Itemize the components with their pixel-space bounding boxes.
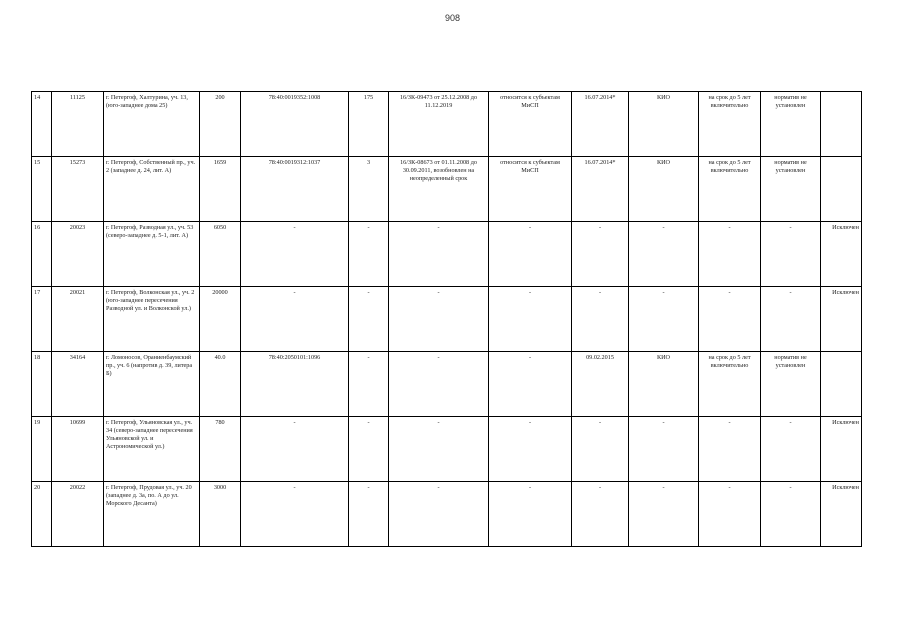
area-cell: 40.0 — [200, 352, 241, 417]
col6-cell: 3 — [349, 157, 389, 222]
term-cell: на срок до 5 лет включительно — [699, 352, 761, 417]
row-number: 18 — [32, 352, 52, 417]
col6-cell: - — [349, 222, 389, 287]
object-id: 34164 — [52, 352, 104, 417]
area-cell: 200 — [200, 92, 241, 157]
contract-cell: 16/ЗК-09473 от 25.12.2008 до 11.12.2019 — [389, 92, 489, 157]
status-cell — [821, 352, 862, 417]
cadastral-number-cell: - — [241, 287, 349, 352]
address-cell: г. Петергоф, Волконская ул., уч. 2 (юго-западнее пересечения Разводной ул. и Волконской ул.) — [104, 287, 200, 352]
object-id: 20023 — [52, 222, 104, 287]
row-number: 19 — [32, 417, 52, 482]
contract-cell: - — [389, 482, 489, 547]
authority-cell: - — [629, 222, 699, 287]
date-cell: - — [572, 417, 629, 482]
authority-cell: КИО — [629, 352, 699, 417]
status-cell: Исключен — [821, 417, 862, 482]
table-row — [32, 287, 862, 352]
area-cell: 3000 — [200, 482, 241, 547]
table-row — [32, 352, 862, 417]
area-cell: 1659 — [200, 157, 241, 222]
contract-cell: 16/ЗК-08673 от 01.11.2008 до 30.09.2011, возобновлен на неопределенный срок — [389, 157, 489, 222]
address-cell: г. Петергоф, Разводная ул., уч. 53 (северо-западнее д. 5-1, лит. А) — [104, 222, 200, 287]
authority-cell: КИО — [629, 157, 699, 222]
address-cell: г. Петергоф, Ульяновская ул., уч. 34 (северо-западнее пересечения Ульяновской ул. и Астрономической ул.) — [104, 417, 200, 482]
authority-cell: - — [629, 417, 699, 482]
smp-status-cell: - — [489, 287, 572, 352]
term-cell: на срок до 5 лет включительно — [699, 92, 761, 157]
smp-status-cell: - — [489, 417, 572, 482]
address-cell: г. Петергоф, Собственный пр., уч. 2 (западнее д. 24, лит. А) — [104, 157, 200, 222]
status-cell: Исключен — [821, 222, 862, 287]
term-cell: - — [699, 417, 761, 482]
object-id: 20022 — [52, 482, 104, 547]
table-row — [32, 157, 862, 222]
col6-cell: 175 — [349, 92, 389, 157]
col6-cell: - — [349, 352, 389, 417]
norm-cell: - — [761, 417, 821, 482]
cadastral-number-cell: - — [241, 417, 349, 482]
cadastral-number-cell: 78:40:2050101:1096 — [241, 352, 349, 417]
row-number: 15 — [32, 157, 52, 222]
norm-cell: - — [761, 482, 821, 547]
page-number: 908 — [444, 13, 461, 23]
date-cell: 16.07.2014* — [572, 92, 629, 157]
address-cell: г. Петергоф, Прудовая ул., уч. 20 (западнее д. 3а, по. А до ул. Морского Десанта) — [104, 482, 200, 547]
norm-cell: - — [761, 287, 821, 352]
status-cell: Исключен — [821, 287, 862, 352]
col6-cell: - — [349, 287, 389, 352]
cadastral-number-cell: - — [241, 482, 349, 547]
address-cell: г. Ломоносов, Ораниенбаумский пр., уч. 6 (напротив д. 39, литера Б) — [104, 352, 200, 417]
term-cell: на срок до 5 лет включительно — [699, 157, 761, 222]
table-row — [32, 417, 862, 482]
norm-cell: норматив не установлен — [761, 157, 821, 222]
area-cell: 6050 — [200, 222, 241, 287]
authority-cell: - — [629, 287, 699, 352]
smp-status-cell: относится к субъектам МиСП — [489, 157, 572, 222]
norm-cell: - — [761, 222, 821, 287]
date-cell: 09.02.2015 — [572, 352, 629, 417]
date-cell: - — [572, 222, 629, 287]
cadastral-number-cell: 78:40:0019352:1008 — [241, 92, 349, 157]
smp-status-cell: - — [489, 352, 572, 417]
contract-cell: - — [389, 352, 489, 417]
area-cell: 20000 — [200, 287, 241, 352]
cadastral-number-cell: 78:40:0019312:1037 — [241, 157, 349, 222]
col6-cell: - — [349, 417, 389, 482]
contract-cell: - — [389, 222, 489, 287]
smp-status-cell: - — [489, 222, 572, 287]
contract-cell: - — [389, 417, 489, 482]
status-cell — [821, 157, 862, 222]
cadastral-number-cell: - — [241, 222, 349, 287]
address-cell: г. Петергоф, Халтурина, уч. 13, (юго-западнее дома 25) — [104, 92, 200, 157]
row-number: 16 — [32, 222, 52, 287]
object-id: 20021 — [52, 287, 104, 352]
col6-cell: - — [349, 482, 389, 547]
table-row — [32, 482, 862, 547]
smp-status-cell: относится к субъектам МиСП — [489, 92, 572, 157]
status-cell — [821, 92, 862, 157]
date-cell: - — [572, 287, 629, 352]
norm-cell: норматив не установлен — [761, 352, 821, 417]
area-cell: 780 — [200, 417, 241, 482]
table-row — [32, 92, 862, 157]
smp-status-cell: - — [489, 482, 572, 547]
object-id: 11125 — [52, 92, 104, 157]
date-cell: - — [572, 482, 629, 547]
object-id: 15273 — [52, 157, 104, 222]
table-row — [32, 222, 862, 287]
registry-table — [31, 91, 862, 547]
row-number: 14 — [32, 92, 52, 157]
object-id: 10699 — [52, 417, 104, 482]
status-cell: Исключен — [821, 482, 862, 547]
term-cell: - — [699, 482, 761, 547]
term-cell: - — [699, 222, 761, 287]
authority-cell: КИО — [629, 92, 699, 157]
date-cell: 16.07.2014* — [572, 157, 629, 222]
norm-cell: норматив не установлен — [761, 92, 821, 157]
row-number: 20 — [32, 482, 52, 547]
row-number: 17 — [32, 287, 52, 352]
term-cell: - — [699, 287, 761, 352]
contract-cell: - — [389, 287, 489, 352]
authority-cell: - — [629, 482, 699, 547]
